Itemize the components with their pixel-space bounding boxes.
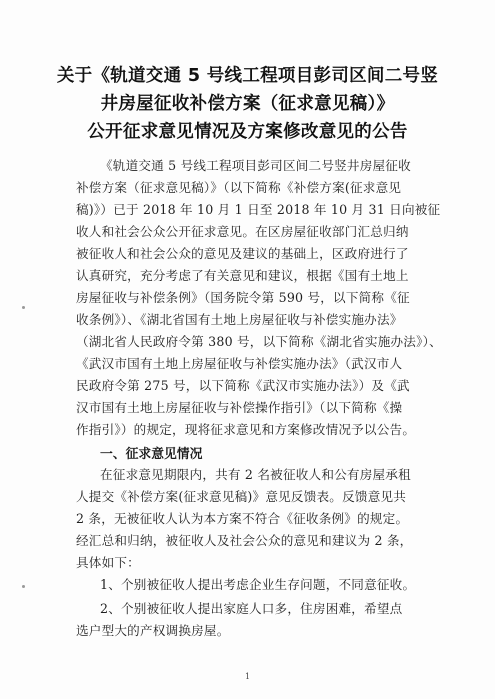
intro-line: 补偿方案（征求意见稿）》（以下简称《补偿方案(征求意见 [76, 180, 402, 195]
list-item: 选户型大的产权调换房屋。 [76, 623, 230, 638]
section-line: 经汇总和归纳，被征收人及社会公众的意见和建议为 2 条， [76, 533, 413, 548]
section-line: 2 条，无被征收人认为本方案不符合《征收条例》的规定。 [76, 511, 409, 526]
section-line: 具体如下： [76, 555, 140, 570]
intro-line: 《武汉市国有土地上房屋征收与补偿实施办法》（武汉市人 [76, 356, 403, 371]
section-line: 人提交《补偿方案(征求意见稿)》意见反馈表。反馈意见共 [76, 489, 407, 504]
list-item: 2、个别被征收人提出家庭人口多，住房困难，希望点 [100, 601, 403, 616]
intro-line: 民政府令第 275 号，以下简称《武汉市实施办法》）及《武 [76, 378, 410, 393]
intro-line: 《轨道交通 5 号线工程项目彭司区间二号竖井房屋征收 [100, 158, 411, 173]
intro-line: 稿)》）已于 2018 年 10 月 1 日至 2018 年 10 月 31 日向被征 [76, 202, 441, 217]
section-heading: 一、征求意见情况 [100, 447, 203, 462]
intro-line: 收人和社会公众公开征求意见。在区房屋征收部门汇总归纳 [76, 224, 409, 239]
intro-line: 汉市国有土地上房屋征收与补偿操作指引》（以下简称《操 [76, 400, 403, 415]
intro-line: 被征收人和社会公众的意见及建议的基础上，区政府进行了 [76, 246, 409, 261]
list-item: 1、个别被征收人提出考虑企业生存问题，不同意征收。 [100, 577, 416, 592]
title-line-2: 井房屋征收补偿方案（征求意见稿）》 [100, 94, 395, 114]
section-line: 在征求意见期限内，共有 2 名被征收人和公有房屋承租 [100, 467, 411, 482]
intro-line: 作指引》）的规定，现将征求意见和方案修改情况予以公告。 [76, 422, 416, 437]
intro-line: 收条例》）、《湖北省国有土地上房屋征收与补偿实施办法》 [76, 312, 403, 327]
intro-line: （湖北省人民政府令第 380 号，以下简称《湖北省实施办法》）、 [76, 334, 442, 349]
scan-dot [22, 306, 25, 309]
page-number: 1 [244, 672, 251, 681]
title-line-1: 关于《轨道交通 5 号线工程项目彭司区间二号竖 [56, 66, 439, 86]
intro-line: 认真研究，充分考虑了有关意见和建议，根据《国有土地上 [76, 268, 409, 283]
title-line-3: 公开征求意见情况及方案修改意见的公告 [87, 122, 408, 142]
scan-dot [22, 585, 25, 588]
intro-line: 房屋征收与补偿条例》（国务院令第 590 号，以下简称《征 [76, 290, 410, 305]
